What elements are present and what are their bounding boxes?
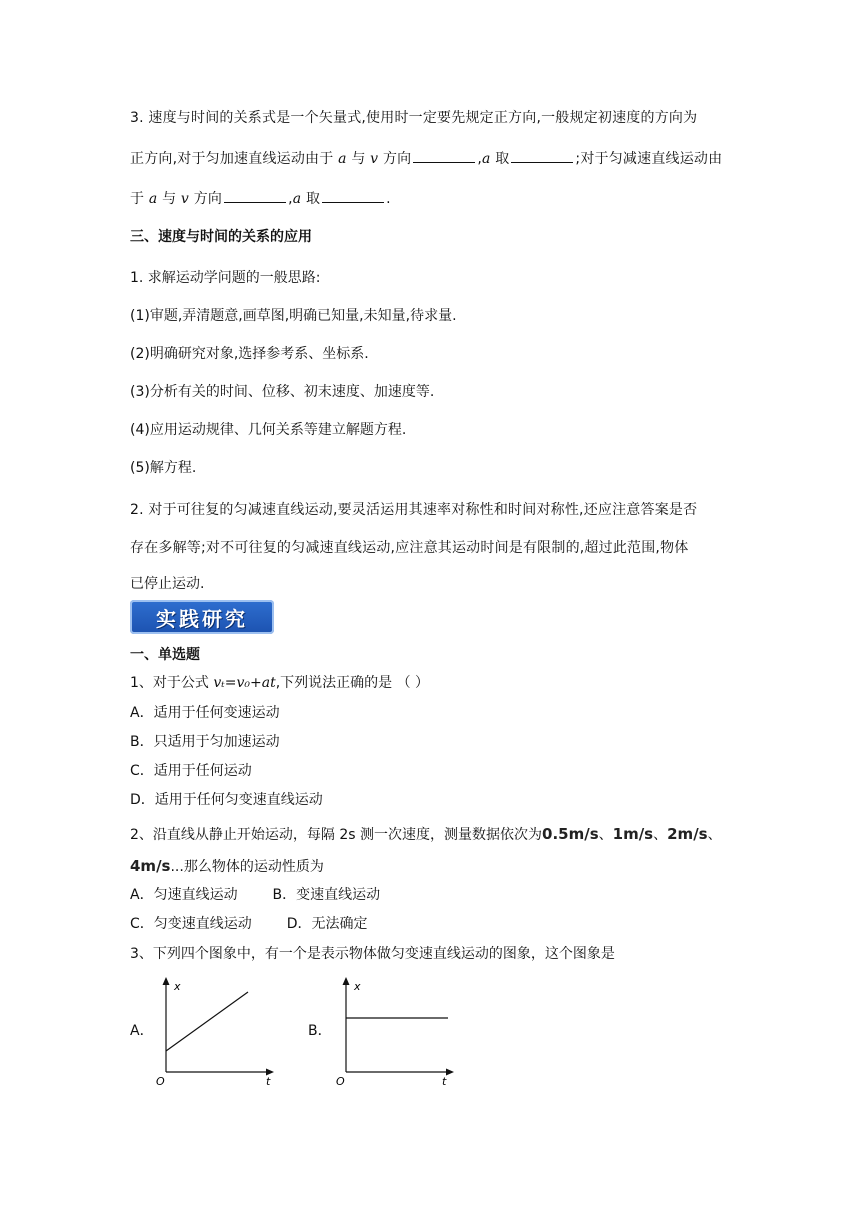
step-5: (5)解方程. — [130, 460, 197, 476]
mc-title: 一、单选题 — [130, 647, 200, 663]
q2-options-cd — [130, 914, 367, 934]
q3-graph-a — [150, 972, 280, 1087]
section-title: 三、速度与时间的关系的应用 — [130, 229, 312, 245]
step-3: (3)分析有关的时间、位移、初末速度、加速度等. — [130, 384, 435, 400]
q1-option-d[interactable]: D．适用于任何匀变速直线运动 — [130, 792, 323, 808]
q2-option-a[interactable]: A．匀速直线运动 — [130, 887, 238, 903]
blank-1[interactable] — [413, 148, 475, 163]
step-1: (1)审题,弄清题意,画草图,明确已知量,未知量,待求量. — [130, 308, 457, 324]
q2-stem-line2: 4m/s...那么物体的运动性质为 — [130, 857, 324, 875]
para3-line1: 3. 速度与时间的关系式是一个矢量式,使用时一定要先规定正方向,一般规定初速度的方向为 — [130, 110, 698, 126]
step-4: (4)应用运动规律、几何关系等建立解题方程. — [130, 422, 407, 438]
para3-line3: 于 a 与 v 方向 ,a 取 . — [130, 188, 391, 209]
q1-option-b[interactable]: B．只适用于匀加速运动 — [130, 734, 280, 750]
para2-line3: 已停止运动. — [130, 576, 205, 592]
q3-b-ylabel: x — [354, 980, 361, 993]
q2-option-d[interactable]: D．无法确定 — [286, 916, 368, 932]
q3-a-ylabel: x — [174, 980, 181, 993]
q1-option-c[interactable]: C．适用于任何运动 — [130, 763, 252, 779]
steps-title: 1. 求解运动学问题的一般思路: — [130, 270, 321, 286]
para3-line2: 正方向,对于匀加速直线运动由于 a 与 v 方向 ,a 取 ;对于匀减速直线运动由 — [130, 148, 722, 169]
step-2: (2)明确研究对象,选择参考系、坐标系. — [130, 346, 369, 362]
q3-b-origin: O — [336, 1075, 345, 1087]
q2-option-b[interactable]: B．变速直线运动 — [272, 887, 381, 903]
para2-line2: 存在多解等;对不可往复的匀减速直线运动,应注意其运动时间是有限制的,超过此范围,物体 — [130, 540, 689, 556]
q3-graph-b — [330, 972, 460, 1087]
blank-2[interactable] — [511, 148, 573, 163]
q2-options-ab — [130, 885, 380, 905]
practice-banner: 实践研究 — [130, 600, 274, 634]
q3-option-a-label[interactable]: A． — [130, 1023, 154, 1039]
q2-option-c[interactable]: C．匀变速直线运动 — [130, 916, 252, 932]
q3-a-origin: O — [156, 1075, 165, 1087]
q3-a-xlabel: t — [266, 1075, 271, 1087]
para2-line1: 2. 对于可往复的匀减速直线运动,要灵活运用其速率对称性和时间对称性,还应注意答案是否 — [130, 502, 698, 518]
q3-option-b-label[interactable]: B． — [308, 1023, 332, 1039]
blank-4[interactable] — [322, 188, 384, 203]
q1-stem: 1、对于公式 vₜ=v₀+at,下列说法正确的是 （ ） — [130, 675, 430, 691]
blank-3[interactable] — [224, 188, 286, 203]
q3-b-xlabel: t — [442, 1075, 447, 1087]
q3-stem: 3、下列四个图象中，有一个是表示物体做匀变速直线运动的图象，这个图象是 — [130, 946, 615, 962]
q2-stem-line1: 2、沿直线从静止开始运动，每隔 2s 测一次速度，测量数据依次为0.5m/s、1m/s、2m/s、 — [130, 825, 722, 843]
q1-option-a[interactable]: A．适用于任何变速运动 — [130, 705, 280, 721]
